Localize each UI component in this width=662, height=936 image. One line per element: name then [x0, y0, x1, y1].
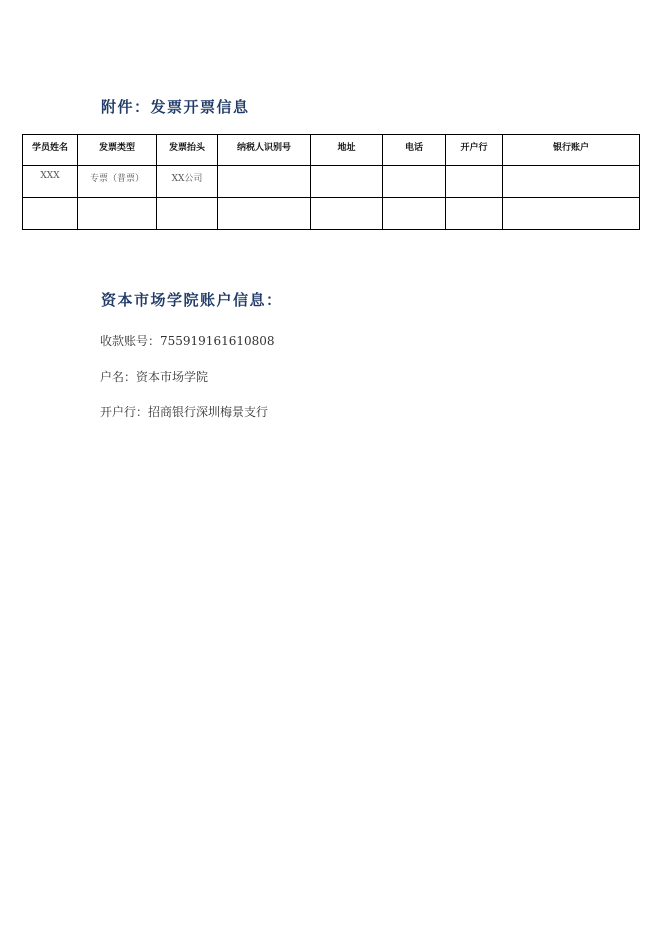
cell-invoice-title[interactable]: XX公司 [157, 166, 218, 198]
cell-phone[interactable] [383, 198, 446, 230]
header-invoice-type: 发票类型 [78, 135, 157, 166]
header-bank-account: 银行账户 [503, 135, 640, 166]
header-student-name: 学员姓名 [23, 135, 78, 166]
cell-invoice-type[interactable]: 专票（普票） [78, 166, 157, 198]
header-bank: 开户行 [446, 135, 503, 166]
cell-bank-account[interactable] [503, 166, 640, 198]
header-invoice-title: 发票抬头 [157, 135, 218, 166]
table-row [23, 198, 640, 230]
account-info-title: 资本市场学院账户信息： [101, 291, 283, 309]
cell-address[interactable] [311, 166, 383, 198]
header-taxpayer-id: 纳税人识别号 [218, 135, 311, 166]
cell-bank[interactable] [446, 198, 503, 230]
header-phone: 电话 [383, 135, 446, 166]
invoice-info-table [22, 134, 640, 230]
cell-bank-account[interactable] [503, 198, 640, 230]
cell-taxpayer-id[interactable] [218, 166, 311, 198]
account-name-line: 户名：资本市场学院 [100, 370, 209, 384]
attachment-title: 附件：发票开票信息 [101, 98, 250, 116]
cell-student-name[interactable]: XXX [23, 166, 78, 198]
cell-bank[interactable] [446, 166, 503, 198]
bank-branch-line: 开户行：招商银行深圳梅景支行 [100, 405, 269, 419]
cell-address[interactable] [311, 198, 383, 230]
cell-invoice-type[interactable] [78, 198, 157, 230]
cell-student-name[interactable] [23, 198, 78, 230]
table-row [23, 166, 640, 198]
cell-taxpayer-id[interactable] [218, 198, 311, 230]
cell-phone[interactable] [383, 166, 446, 198]
cell-invoice-title[interactable] [157, 198, 218, 230]
header-address: 地址 [311, 135, 383, 166]
table-header-row [23, 135, 640, 166]
account-number-line: 收款账号：755919161610808 [100, 334, 275, 348]
